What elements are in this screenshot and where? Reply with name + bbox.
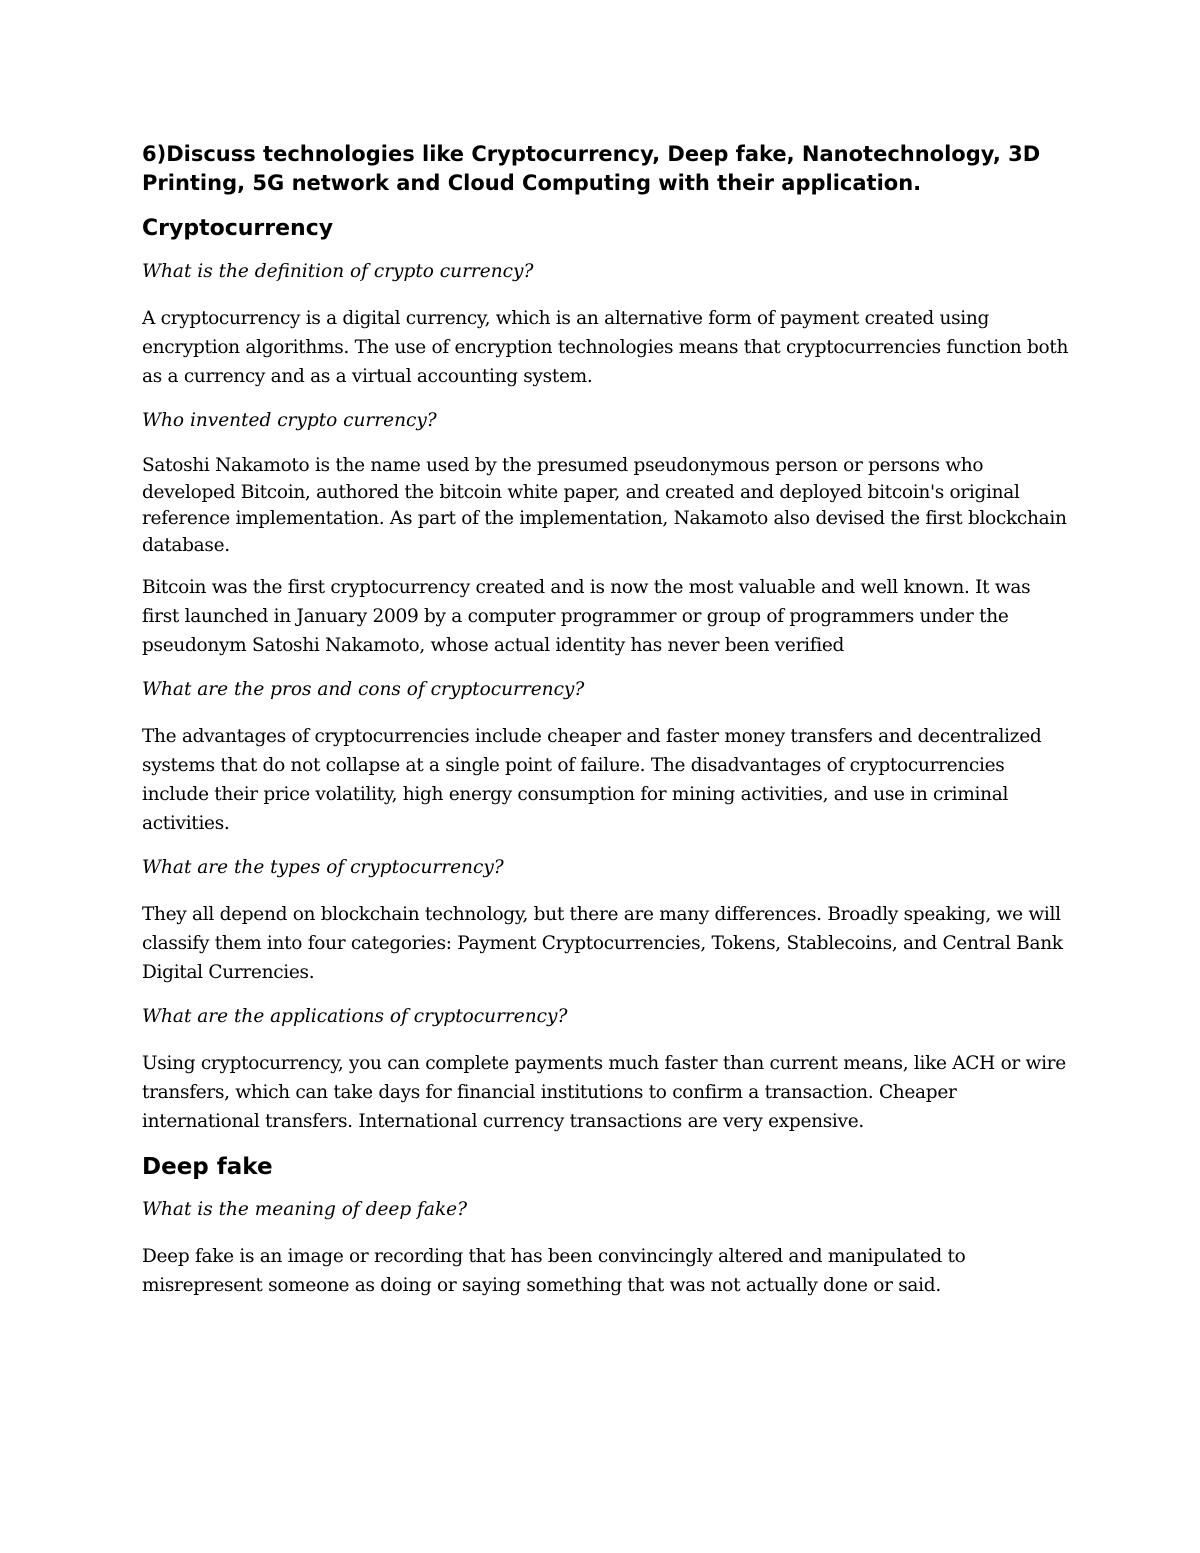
section-heading: Deep fake <box>142 1154 273 1180</box>
question-text: What are the types of cryptocurrency? <box>142 857 504 878</box>
question-text: What are the applications of cryptocurrency? <box>142 1006 568 1027</box>
answer-text: A cryptocurrency is a digital currency, which is an alternative form of payment created using encryption algorithms. The use of encryption technologies means that cryptocurrencies function both as a currency and as a virtual accounting system. <box>142 308 1069 387</box>
section-cryptocurrency <box>142 214 1072 1136</box>
section-heading: Cryptocurrency <box>142 216 334 241</box>
question-text: Who invented crypto currency? <box>142 410 437 431</box>
answer-text: Deep fake is an image or recording that has been convincingly altered and manipulated to misrepresent someone as doing or saying something that was not actually done or said. <box>142 1246 966 1296</box>
document-page <box>142 140 1072 1316</box>
answer-text: Satoshi Nakamoto is the name used by the presumed pseudonymous person or persons who developed Bitcoin, authored the bitcoin white paper, and created and deployed bitcoin's original reference implementation. As part of the implementation, Nakamoto also devised the first blockchain database. <box>142 455 1067 556</box>
question-text: What are the pros and cons of cryptocurrency? <box>142 679 585 700</box>
answer-text: Bitcoin was the first cryptocurrency created and is now the most valuable and well known. It was first launched in January 2009 by a computer programmer or group of programmers under the pseudonym Satoshi Nakamoto, whose actual identity has never been verified <box>142 577 1031 656</box>
answer-text: They all depend on blockchain technology, but there are many differences. Broadly speaking, we will classify them into four categories: Payment Cryptocurrencies, Tokens, Stablecoins, and Central Bank Digital Currencies. <box>142 904 1063 983</box>
answer-text: The advantages of cryptocurrencies include cheaper and faster money transfers and decentralized systems that do not collapse at a single point of failure. The disadvantages of cryptocurrencies include their price volatility, high energy consumption for mining activities, and use in criminal activities. <box>142 726 1042 834</box>
question-text: What is the definition of crypto currency? <box>142 261 534 282</box>
section-deep-fake <box>142 1152 1072 1300</box>
question-text: What is the meaning of deep fake? <box>142 1199 468 1220</box>
document-title: 6)Discuss technologies like Cryptocurrency, Deep fake, Nanotechnology, 3D Printing, 5G network and Cloud Computing with their application. <box>142 142 1041 195</box>
answer-text: Using cryptocurrency, you can complete payments much faster than current means, like ACH or wire transfers, which can take days for financial institutions to confirm a transaction. Cheaper international transfers. International currency transactions are very expensive. <box>142 1053 1066 1132</box>
